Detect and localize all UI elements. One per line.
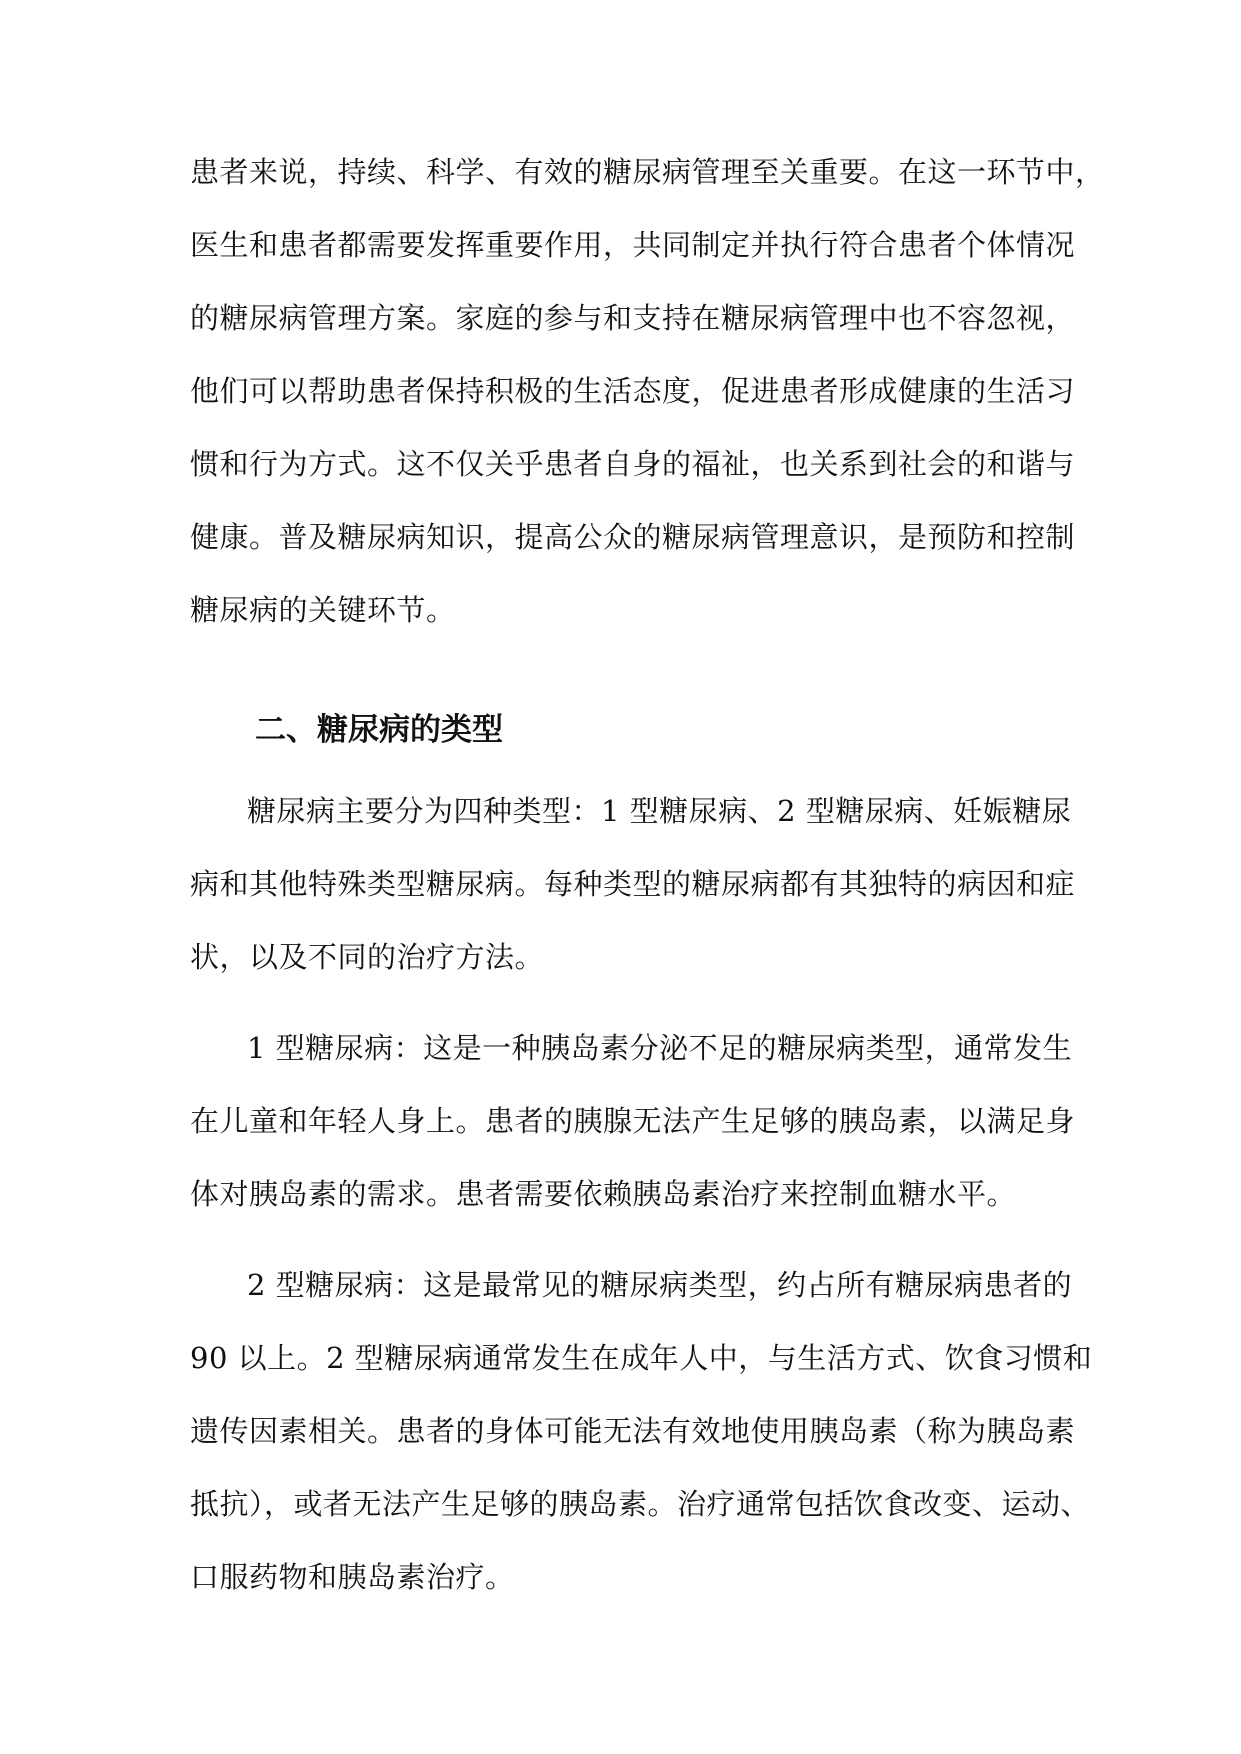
text-line: 抵抗），或者无法产生足够的胰岛素。治疗通常包括饮食改变、运动、 [190,1487,1091,1521]
text-line: 状，以及不同的治疗方法。 [190,940,545,974]
text-line: 的糖尿病管理方案。家庭的参与和支持在糖尿病管理中也不容忽视， [190,301,1076,335]
text-line: 糖尿病主要分为四种类型：1 型糖尿病、2 型糖尿病、妊娠糖尿 [247,794,1072,828]
text-line: 患者来说，持续、科学、有效的糖尿病管理至关重要。在这一环节中， [190,155,1105,189]
text-line: 他们可以帮助患者保持积极的生活态度，促进患者形成健康的生活习 [190,374,1076,408]
text-line: 糖尿病的关键环节。 [190,593,456,627]
text-line: 90 以上。2 型糖尿病通常发生在成年人中，与生活方式、饮食习惯和 [190,1341,1093,1375]
text-line: 在儿童和年轻人身上。患者的胰腺无法产生足够的胰岛素，以满足身 [190,1104,1076,1138]
section-heading: 二、糖尿病的类型 [255,712,503,748]
text-line: 健康。普及糖尿病知识，提高公众的糖尿病管理意识，是预防和控制 [190,520,1076,554]
text-line: 遗传因素相关。患者的身体可能无法有效地使用胰岛素（称为胰岛素 [190,1414,1076,1448]
text-line: 口服药物和胰岛素治疗。 [190,1560,515,1594]
text-line: 病和其他特殊类型糖尿病。每种类型的糖尿病都有其独特的病因和症 [190,867,1076,901]
text-line: 医生和患者都需要发挥重要作用，共同制定并执行符合患者个体情况 [190,228,1076,262]
text-line: 惯和行为方式。这不仅关乎患者自身的福祉，也关系到社会的和谐与 [190,447,1076,481]
text-line: 2 型糖尿病：这是最常见的糖尿病类型，约占所有糖尿病患者的 [247,1268,1073,1302]
text-line: 1 型糖尿病：这是一种胰岛素分泌不足的糖尿病类型，通常发生 [247,1031,1073,1065]
text-line: 体对胰岛素的需求。患者需要依赖胰岛素治疗来控制血糖水平。 [190,1177,1017,1211]
